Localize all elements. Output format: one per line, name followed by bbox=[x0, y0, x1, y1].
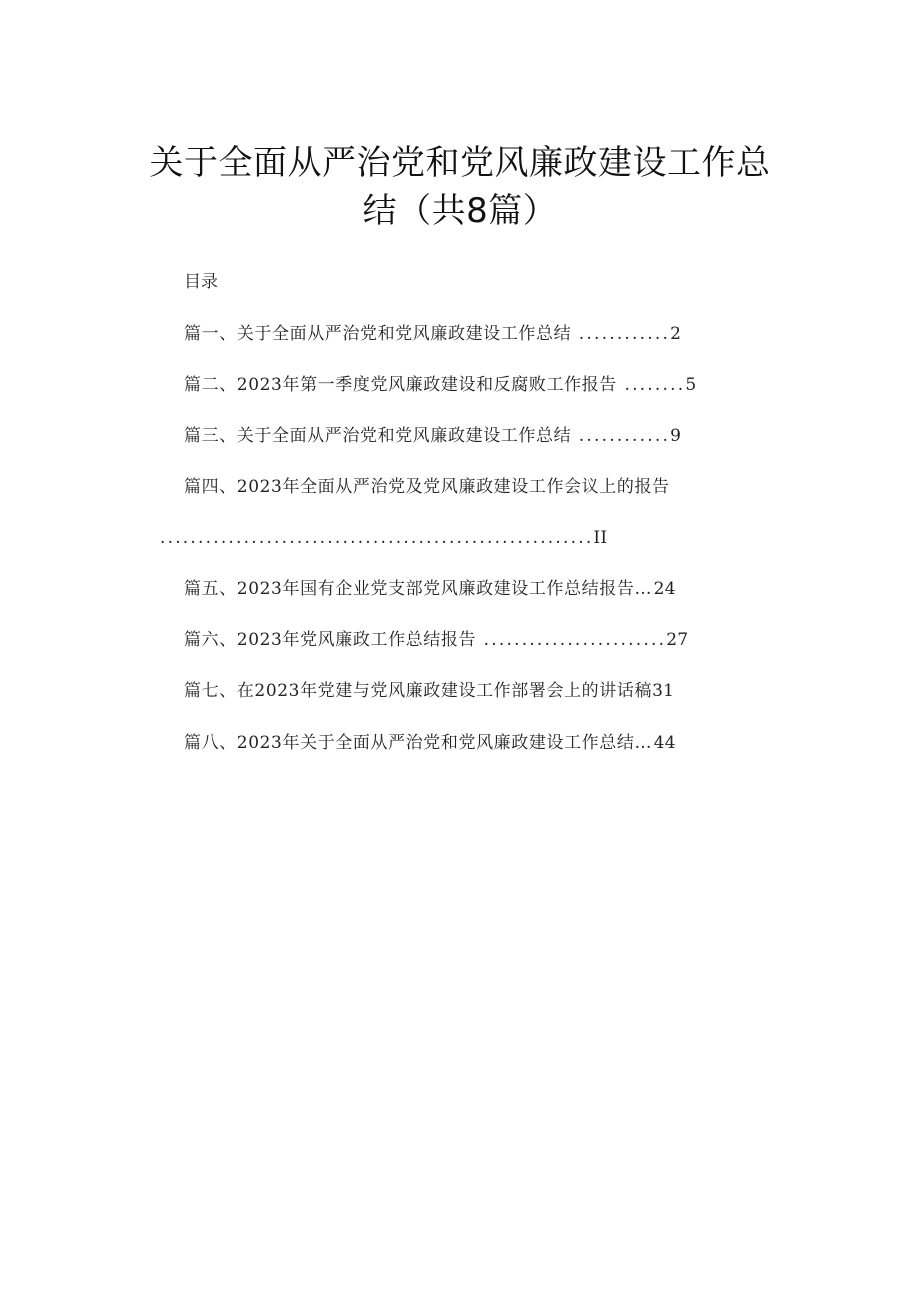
toc-entry-title: 篇八、2023年关于全面从严治党和党风廉政建设工作总结 bbox=[184, 733, 635, 753]
toc-entry-title: 篇二、2023年第一季度党风廉政建设和反腐败工作报告 bbox=[184, 375, 617, 395]
toc-dot-leader: ........................ bbox=[476, 630, 667, 650]
toc-page-number: 27 bbox=[666, 630, 689, 650]
toc-heading: 目录 bbox=[184, 272, 218, 292]
toc-page-number: 44 bbox=[653, 733, 676, 753]
toc-entry-2[interactable] bbox=[184, 371, 696, 399]
toc-entry-4[interactable] bbox=[184, 473, 670, 501]
toc-entry-title: 篇一、关于全面从严治党和党风廉政建设工作总结 bbox=[184, 324, 572, 344]
toc-entry-title: 篇五、2023年国有企业党支部党风廉政建设工作总结报告 bbox=[184, 579, 635, 599]
toc-dot-leader: ........ bbox=[616, 375, 686, 395]
toc-entry-title: 篇三、关于全面从严治党和党风廉政建设工作总结 bbox=[184, 426, 572, 446]
toc-entry-1[interactable] bbox=[184, 320, 681, 348]
toc-entry-title: 篇四、2023年全面从严治党及党风廉政建设工作会议上的报告 bbox=[184, 477, 670, 497]
toc-page-number: 9 bbox=[670, 426, 682, 446]
toc-entry-3[interactable] bbox=[184, 422, 681, 450]
toc-dot-leader: … bbox=[634, 579, 654, 599]
toc-page-number: 5 bbox=[685, 375, 697, 395]
toc-entry-7[interactable] bbox=[184, 677, 674, 705]
toc-entry-4-continuation[interactable] bbox=[160, 524, 607, 552]
title-line-1: 关于全面从严治党和党风廉政建设工作总 bbox=[149, 143, 771, 183]
title-line-2: 结（共8篇） bbox=[362, 191, 558, 231]
toc-entry-8[interactable] bbox=[184, 729, 676, 757]
toc-entry-title: 篇七、在2023年党建与党风廉政建设工作部署会上的讲话稿 bbox=[184, 681, 653, 701]
toc-dot-leader: ......................................................... bbox=[160, 528, 594, 548]
toc-dot-leader: ............ bbox=[571, 426, 671, 446]
toc-page-number: 2 bbox=[670, 324, 682, 344]
toc-dot-leader: … bbox=[634, 733, 654, 753]
toc-entry-5[interactable] bbox=[184, 575, 676, 603]
toc-dot-leader: ............ bbox=[571, 324, 671, 344]
toc-entry-title: 篇六、2023年党风廉政工作总结报告 bbox=[184, 630, 477, 650]
toc-page-number: II bbox=[593, 528, 608, 548]
toc-page-number: 24 bbox=[653, 579, 676, 599]
toc-page-number: 31 bbox=[652, 681, 675, 701]
toc-entry-6[interactable] bbox=[184, 626, 688, 654]
